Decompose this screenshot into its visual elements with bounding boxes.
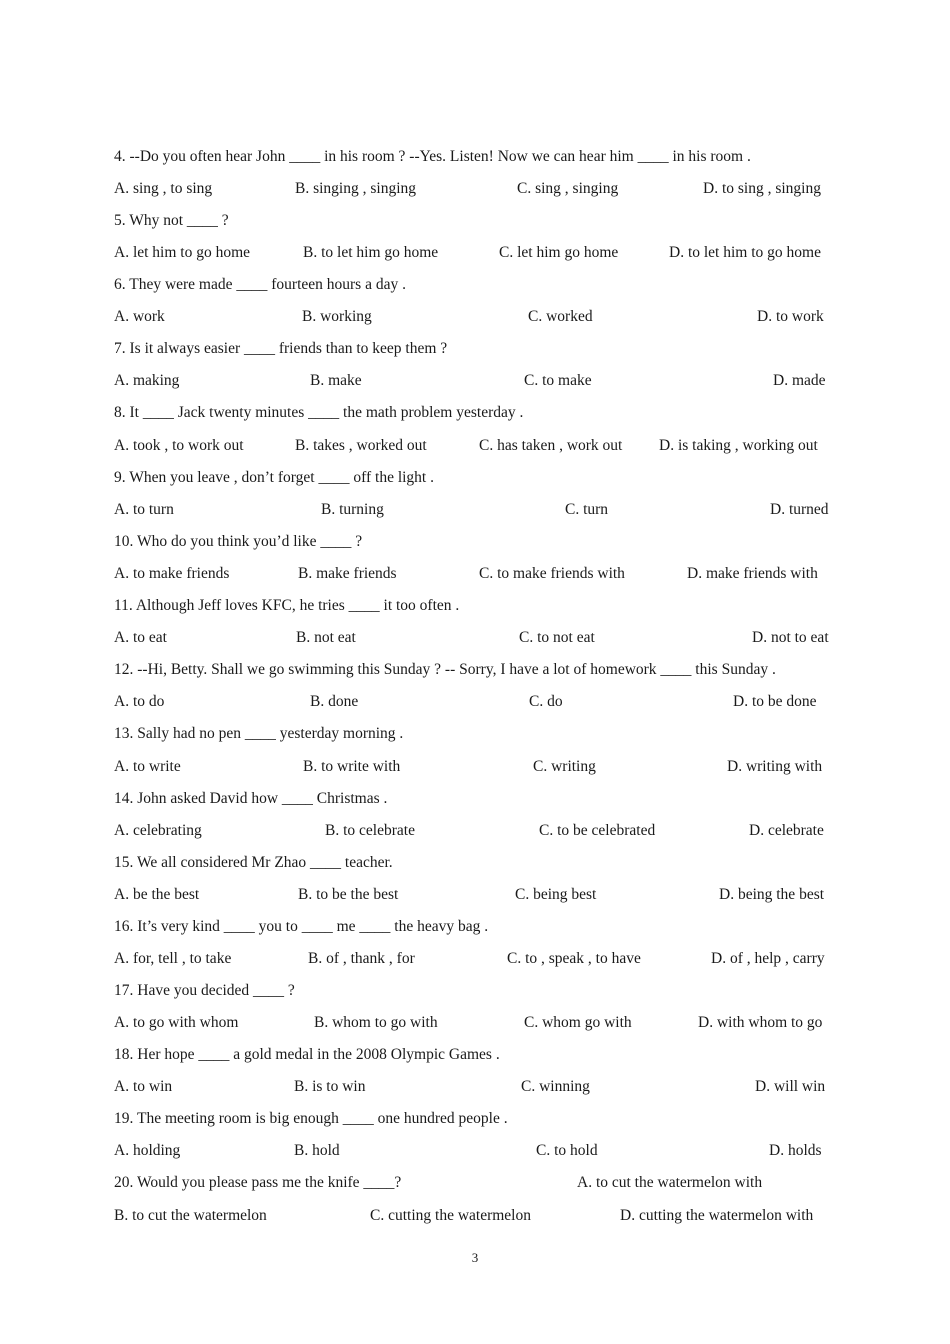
option-a: A. making xyxy=(114,372,180,389)
question-stem xyxy=(0,1107,950,1131)
question-stem xyxy=(0,915,950,939)
option-c: C. turn xyxy=(565,501,609,518)
question-10-stem: 10. Who do you think you’d like ____ ? xyxy=(114,533,363,550)
option-c: C. cutting the watermelon xyxy=(370,1207,531,1224)
options-row xyxy=(0,690,950,714)
options-row xyxy=(0,819,950,843)
option-b: B. to cut the watermelon xyxy=(114,1207,267,1224)
options-row xyxy=(0,1011,950,1035)
option-d: D. celebrate xyxy=(749,822,824,839)
question-stem xyxy=(0,401,950,425)
question-7-stem: 7. Is it always easier ____ friends than to keep them ? xyxy=(114,340,448,357)
option-c: C. worked xyxy=(528,308,593,325)
option-a: A. celebrating xyxy=(114,822,202,839)
question-14-stem: 14. John asked David how ____ Christmas . xyxy=(114,790,388,807)
options-row xyxy=(0,498,950,522)
option-b: B. not eat xyxy=(296,629,356,646)
options-row xyxy=(0,883,950,907)
option-a: A. work xyxy=(114,308,165,325)
option-d: D. with whom to go xyxy=(698,1014,823,1031)
option-a: A. let him to go home xyxy=(114,244,251,261)
options-row xyxy=(0,755,950,779)
option-c: C. to be celebrated xyxy=(539,822,656,839)
options-row xyxy=(0,369,950,393)
option-c: C. winning xyxy=(521,1078,590,1095)
option-d: D. to sing , singing xyxy=(703,180,821,197)
options-row xyxy=(0,434,950,458)
question-13-stem: 13. Sally had no pen ____ yesterday morning . xyxy=(114,725,404,742)
option-a: A. to make friends xyxy=(114,565,230,582)
option-b: B. make xyxy=(310,372,362,389)
question-17-stem: 17. Have you decided ____ ? xyxy=(114,982,295,999)
option-a: A. for, tell , to take xyxy=(114,950,232,967)
options-row xyxy=(0,1139,950,1163)
option-b: B. to be the best xyxy=(298,886,399,903)
question-stem xyxy=(0,273,950,297)
option-d: D. made xyxy=(773,372,826,389)
option-a: A. to go with whom xyxy=(114,1014,239,1031)
question-9-stem: 9. When you leave , don’t forget ____ off the light . xyxy=(114,469,434,486)
options-row xyxy=(0,177,950,201)
option-d: D. to be done xyxy=(733,693,817,710)
option-d: D. make friends with xyxy=(687,565,818,582)
question-stem xyxy=(0,787,950,811)
page-number: 3 xyxy=(471,1250,479,1265)
option-a: A. to eat xyxy=(114,629,167,646)
option-b: B. singing , singing xyxy=(295,180,417,197)
option-a: A. to cut the watermelon with xyxy=(577,1174,763,1191)
option-a: A. to win xyxy=(114,1078,173,1095)
question-stem xyxy=(0,722,950,746)
question-stem xyxy=(0,594,950,618)
question-8-stem: 8. It ____ Jack twenty minutes ____ the math problem yesterday . xyxy=(114,404,524,421)
option-b: B. done xyxy=(310,693,359,710)
option-a: A. sing , to sing xyxy=(114,180,213,197)
option-d: D. not to eat xyxy=(752,629,829,646)
option-d: D. to let him to go home xyxy=(669,244,821,261)
options-row xyxy=(0,305,950,329)
options-row xyxy=(0,241,950,265)
option-c: C. has taken , work out xyxy=(479,437,623,454)
option-d: D. holds xyxy=(769,1142,822,1159)
options-row xyxy=(0,1075,950,1099)
options-row xyxy=(0,947,950,971)
option-d: D. to work xyxy=(757,308,824,325)
option-c: C. to not eat xyxy=(519,629,595,646)
option-d: D. cutting the watermelon with xyxy=(620,1207,814,1224)
option-b: B. to celebrate xyxy=(325,822,415,839)
question-stem xyxy=(0,979,950,1003)
option-c: C. being best xyxy=(515,886,597,903)
option-c: C. to make xyxy=(524,372,592,389)
option-d: D. of , help , carry xyxy=(711,950,825,967)
question-16-stem: 16. It’s very kind ____ you to ____ me ____ the heavy bag . xyxy=(114,918,489,935)
question-19-stem: 19. The meeting room is big enough ____ one hundred people . xyxy=(114,1110,508,1127)
option-d: D. writing with xyxy=(727,758,823,775)
option-a: A. took , to work out xyxy=(114,437,244,454)
question-11-stem: 11. Although Jeff loves KFC, he tries ____ it too often . xyxy=(114,597,460,614)
option-c: C. sing , singing xyxy=(517,180,619,197)
option-c: C. to , speak , to have xyxy=(507,950,641,967)
option-b: B. of , thank , for xyxy=(308,950,415,967)
option-c: C. do xyxy=(529,693,563,710)
option-b: B. turning xyxy=(321,501,384,518)
question-15-stem: 15. We all considered Mr Zhao ____ teacher. xyxy=(114,854,393,871)
question-stem xyxy=(0,1171,950,1195)
option-b: B. working xyxy=(302,308,372,325)
option-a: A. to do xyxy=(114,693,165,710)
option-a: A. to write xyxy=(114,758,181,775)
options-row xyxy=(0,626,950,650)
option-a: A. be the best xyxy=(114,886,200,903)
option-d: D. will win xyxy=(755,1078,826,1095)
option-d: D. is taking , working out xyxy=(659,437,818,454)
option-d: D. being the best xyxy=(719,886,825,903)
option-c: C. let him go home xyxy=(499,244,619,261)
option-a: A. holding xyxy=(114,1142,181,1159)
option-b: B. to let him go home xyxy=(303,244,439,261)
question-stem xyxy=(0,466,950,490)
question-4-stem: 4. --Do you often hear John ____ in his room ? --Yes. Listen! Now we can hear him ____ in his room . xyxy=(114,148,751,165)
question-stem xyxy=(0,530,950,554)
option-b: B. hold xyxy=(294,1142,340,1159)
question-12-stem: 12. --Hi, Betty. Shall we go swimming this Sunday ? -- Sorry, I have a lot of homework ____ this Sunday . xyxy=(114,661,776,678)
option-b: B. whom to go with xyxy=(314,1014,438,1031)
question-6-stem: 6. They were made ____ fourteen hours a day . xyxy=(114,276,406,293)
option-b: B. takes , worked out xyxy=(295,437,427,454)
question-5-stem: 5. Why not ____ ? xyxy=(114,212,229,229)
question-stem xyxy=(0,658,950,682)
option-b: B. to write with xyxy=(303,758,401,775)
options-row xyxy=(0,562,950,586)
option-c: C. to make friends with xyxy=(479,565,625,582)
option-b: B. make friends xyxy=(298,565,397,582)
question-18-stem: 18. Her hope ____ a gold medal in the 2008 Olympic Games . xyxy=(114,1046,500,1063)
question-stem xyxy=(0,1043,950,1067)
question-stem xyxy=(0,337,950,361)
option-a: A. to turn xyxy=(114,501,174,518)
question-stem xyxy=(0,209,950,233)
question-stem xyxy=(0,145,950,169)
options-row xyxy=(0,1204,950,1228)
question-stem xyxy=(0,851,950,875)
option-c: C. writing xyxy=(533,758,596,775)
question-20-stem: 20. Would you please pass me the knife ____? xyxy=(114,1174,402,1191)
option-c: C. whom go with xyxy=(524,1014,632,1031)
option-c: C. to hold xyxy=(536,1142,598,1159)
option-b: B. is to win xyxy=(294,1078,366,1095)
option-d: D. turned xyxy=(770,501,829,518)
